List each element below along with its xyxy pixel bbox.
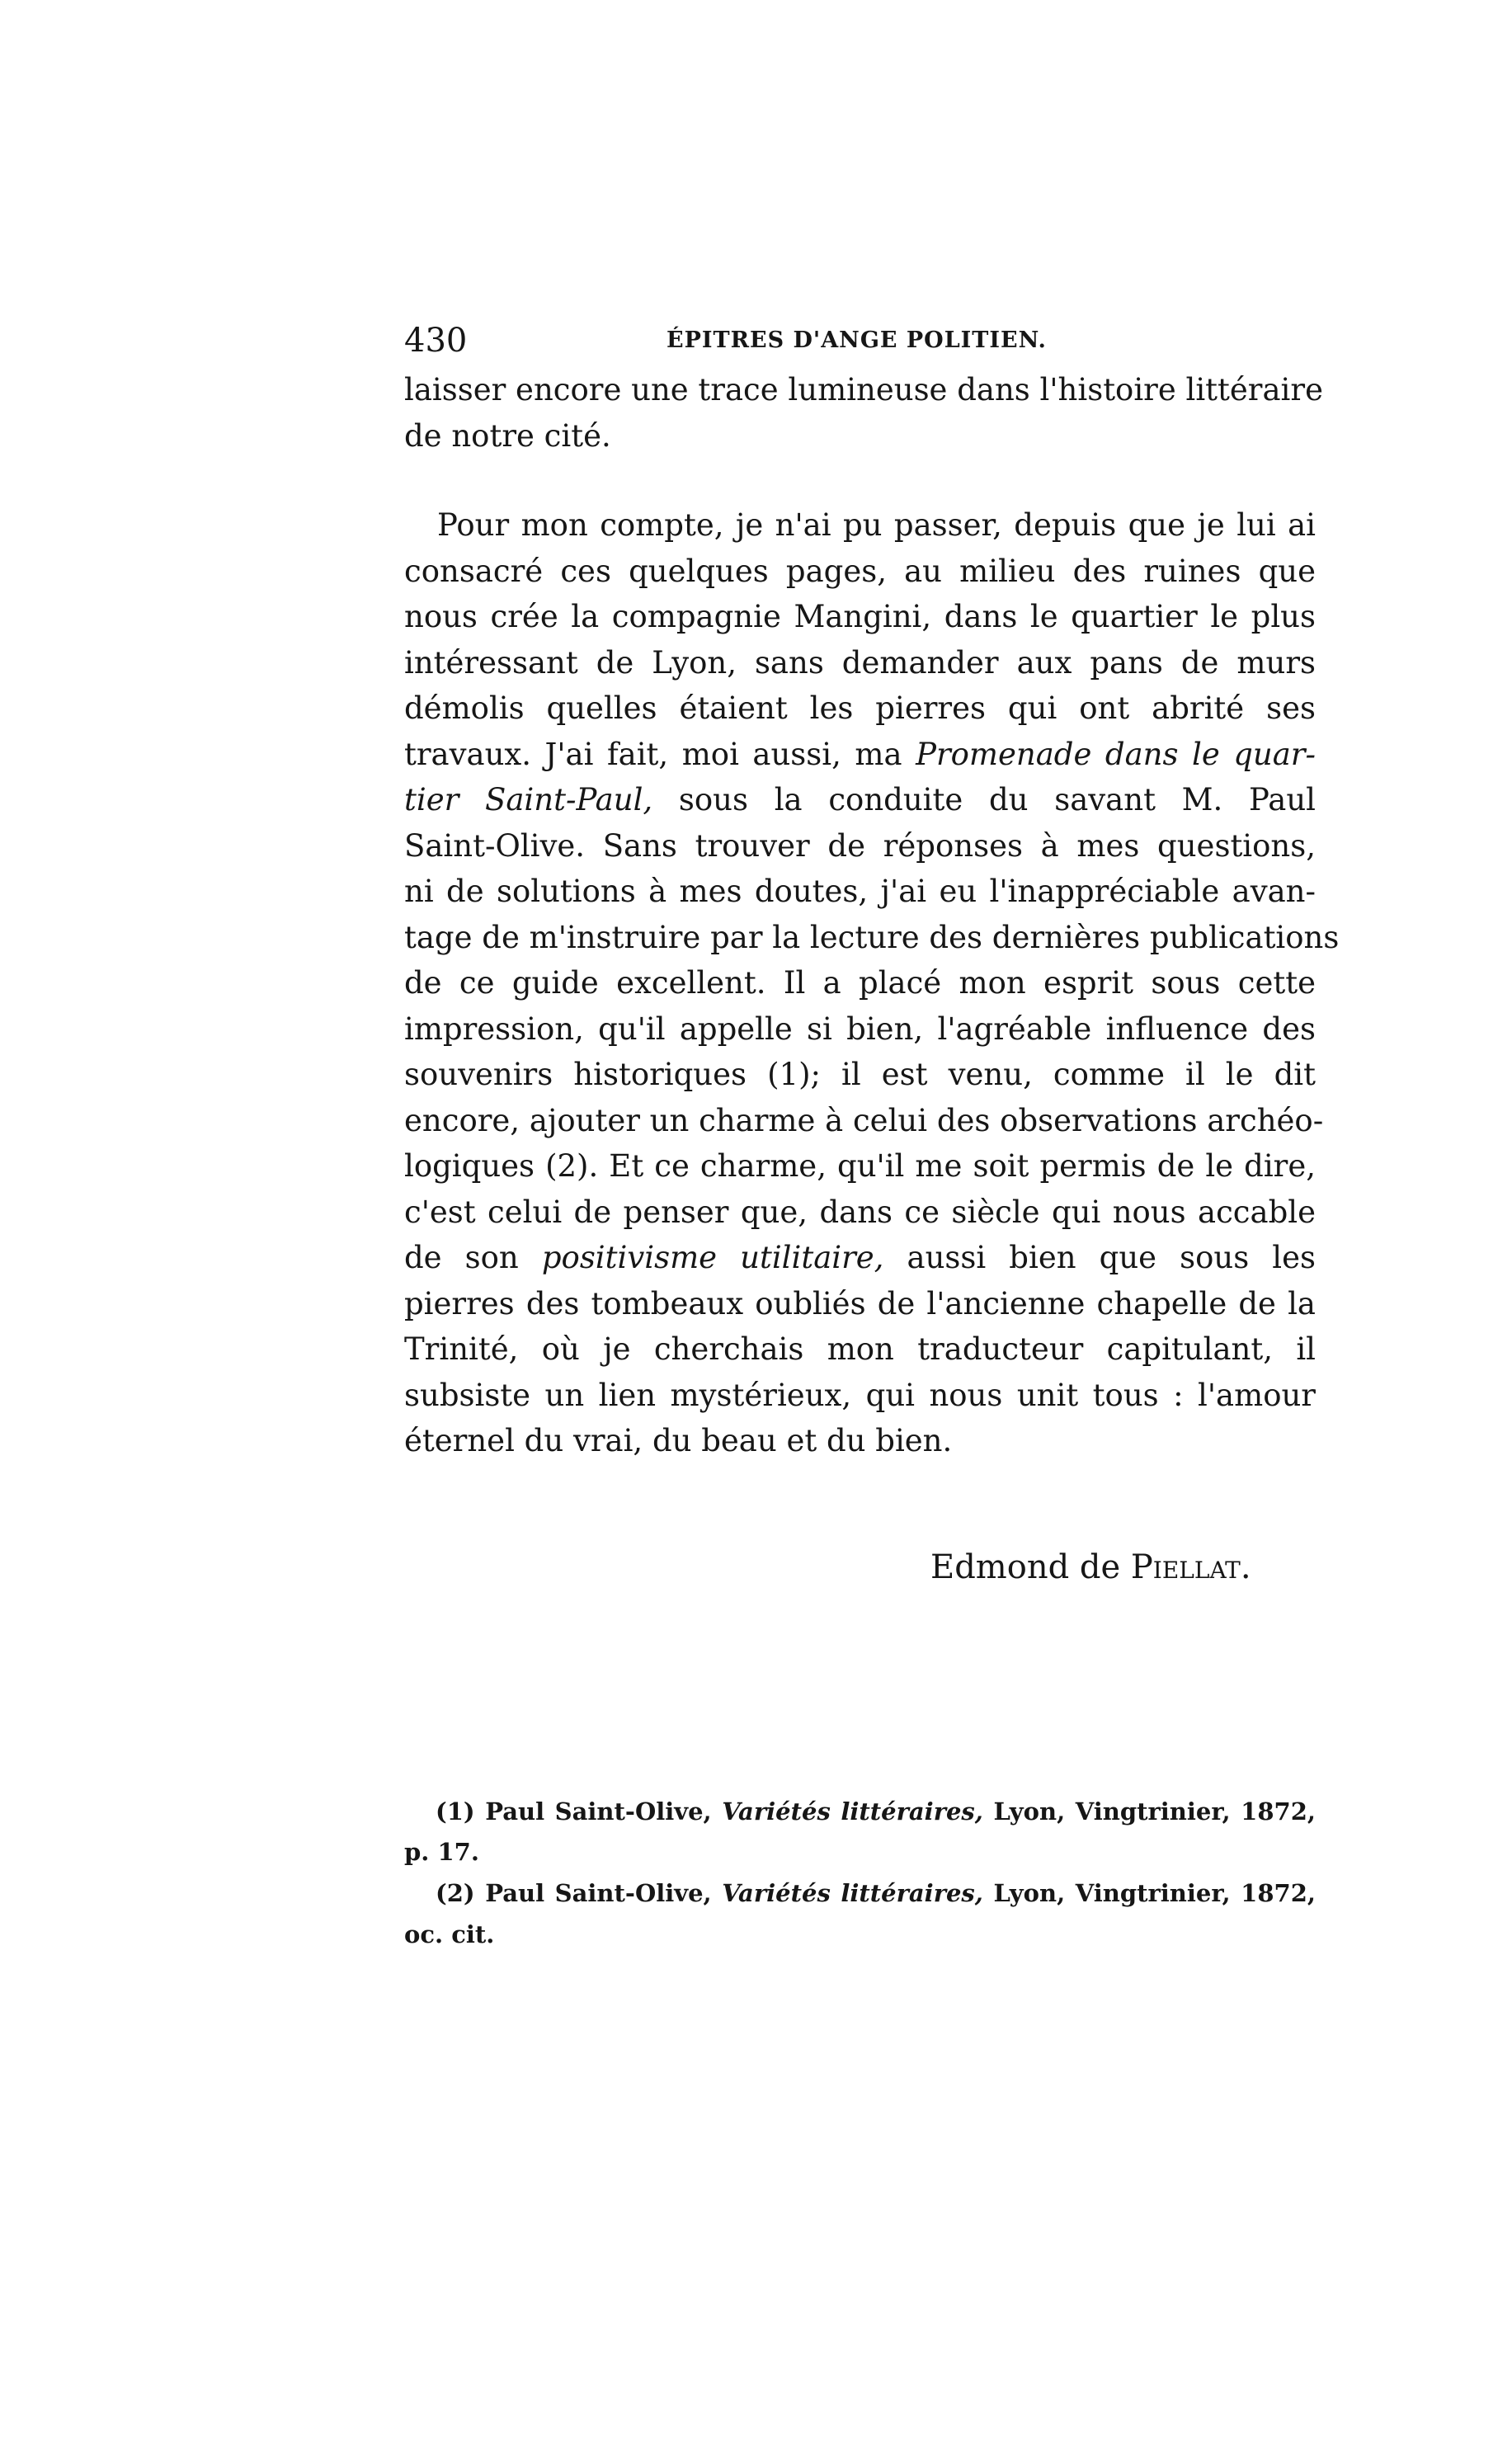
text-line: intéressant de Lyon, sans demander aux pans de murs xyxy=(404,645,1316,681)
text-segment: de son xyxy=(404,1240,519,1275)
footnote-title: Variétés littéraires, xyxy=(722,1797,983,1826)
text-line: nous crée la compagnie Mangini, dans le quartier le plus xyxy=(404,599,1316,634)
running-header xyxy=(404,318,1316,364)
text-line: Pour mon compte, je n'ai pu passer, depuis que je lui ai xyxy=(437,507,1316,543)
footnote-ref: (1) Paul Saint-Olive, xyxy=(436,1797,712,1826)
text-line: subsiste un lien mystérieux, qui nous unit tous : l'amour xyxy=(404,1378,1316,1413)
text-line: de ce guide excellent. Il a placé mon esprit sous cette xyxy=(404,965,1316,1001)
footnote-line: oc. cit. xyxy=(404,1920,495,1948)
footnote-line xyxy=(436,1793,1316,1830)
text-line: pierres des tombeaux oubliés de l'ancienne chapelle de la xyxy=(404,1286,1316,1321)
text-line: démolis quelles étaient les pierres qui ont abrité ses xyxy=(404,690,1316,726)
text-line: tage de m'instruire par la lecture des dernières publications xyxy=(404,920,1340,955)
text-line: laisser encore une trace lumineuse dans l'histoire littéraire xyxy=(404,372,1323,408)
footnote-line: p. 17. xyxy=(404,1838,479,1866)
text-line: consacré ces quelques pages, au milieu des ruines que xyxy=(404,554,1316,589)
text-line: éternel du vrai, du beau et du bien. xyxy=(404,1423,953,1458)
text-line: ni de solutions à mes doutes, j'ai eu l'inappréciable avan- xyxy=(404,874,1316,909)
text-line: souvenirs historiques (1); il est venu, comme il le dit xyxy=(404,1057,1316,1092)
text-line: de notre cité. xyxy=(404,418,611,454)
footnote-line xyxy=(436,1874,1316,1912)
text-line xyxy=(404,1235,1316,1281)
author-signature xyxy=(930,1544,1316,1590)
italic-title: tier Saint-Paul, xyxy=(404,782,653,817)
signature-first: Edmond de xyxy=(930,1548,1131,1586)
italic-emphasis: positivisme utilitaire, xyxy=(541,1240,884,1275)
text-segment: travaux. J'ai fait, moi aussi, ma xyxy=(404,737,902,772)
text-line xyxy=(404,777,1316,823)
text-segment: sous la conduite du savant M. Paul xyxy=(678,782,1316,817)
footnote-ref: Lyon, Vingtrinier, 1872, xyxy=(993,1879,1316,1907)
signature-surname: Piellat. xyxy=(1130,1548,1251,1586)
text-line: logiques (2). Et ce charme, qu'il me soit permis de le dire, xyxy=(404,1148,1316,1184)
page-number: 430 xyxy=(404,322,468,360)
footnote-title: Variétés littéraires, xyxy=(722,1879,983,1907)
text-line xyxy=(404,732,1316,778)
footnote-ref: (2) Paul Saint-Olive, xyxy=(436,1879,712,1907)
text-line: c'est celui de penser que, dans ce siècle qui nous accable xyxy=(404,1194,1316,1230)
text-line: Trinité, où je cherchais mon traducteur capitulant, il xyxy=(404,1331,1316,1367)
footnote-ref: Lyon, Vingtrinier, 1872, xyxy=(993,1797,1316,1826)
text-segment: aussi bien que sous les xyxy=(907,1240,1317,1275)
text-line: encore, ajouter un charme à celui des observations archéo- xyxy=(404,1103,1324,1138)
running-title: ÉPITRES D'ANGE POLITIEN. xyxy=(667,327,1047,353)
text-line: impression, qu'il appelle si bien, l'agréable influence des xyxy=(404,1011,1316,1047)
text-line: Saint-Olive. Sans trouver de réponses à mes questions, xyxy=(404,828,1316,864)
italic-title: Promenade dans le quar- xyxy=(916,737,1316,772)
